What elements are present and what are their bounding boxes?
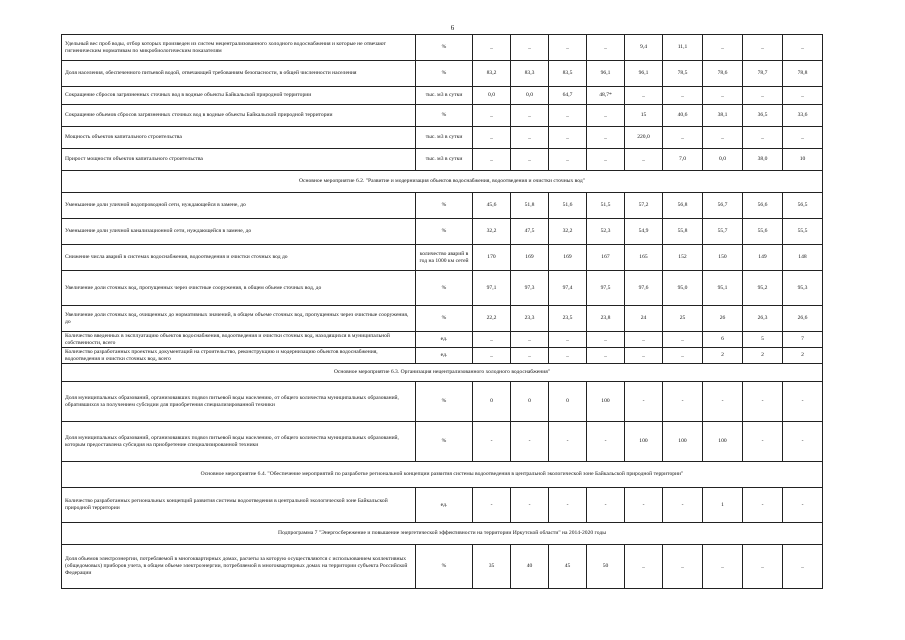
value-cell: 11,1	[663, 35, 703, 61]
unit-cell: %	[416, 382, 473, 422]
value-cell: 54,9	[625, 219, 663, 245]
value-cell: 97,3	[511, 271, 549, 306]
indicator-name: Снижение числа аварий в системах водоснабжения, водоотведения и очистки сточных вод до	[62, 245, 416, 271]
value-cell: 36,5	[743, 105, 783, 127]
value-cell: _	[625, 332, 663, 348]
value-cell: -	[587, 422, 625, 462]
value-cell: 167	[587, 245, 625, 271]
table-row	[62, 332, 823, 348]
value-cell: 169	[549, 245, 587, 271]
value-cell: -	[511, 422, 549, 462]
value-cell: 26	[703, 306, 743, 332]
value-cell: _	[663, 127, 703, 149]
value-cell: 32,2	[473, 219, 511, 245]
value-cell: 97,6	[625, 271, 663, 306]
value-cell: 56,6	[743, 193, 783, 219]
value-cell: -	[663, 382, 703, 422]
value-cell: _	[703, 35, 743, 61]
unit-cell: ед.	[416, 348, 473, 364]
value-cell: 51,6	[549, 193, 587, 219]
value-cell: 0,0	[473, 87, 511, 105]
indicators-table	[61, 34, 823, 589]
unit-cell: %	[416, 545, 473, 589]
value-cell: _	[625, 149, 663, 171]
value-cell: _	[587, 35, 625, 61]
value-cell: 95,3	[783, 271, 823, 306]
unit-cell: ед.	[416, 332, 473, 348]
value-cell: _	[587, 149, 625, 171]
value-cell: 1	[703, 488, 743, 523]
value-cell: 23,3	[511, 306, 549, 332]
value-cell: -	[783, 422, 823, 462]
value-cell: 148	[783, 245, 823, 271]
value-cell: _	[663, 87, 703, 105]
value-cell: _	[511, 149, 549, 171]
value-cell: 57,2	[625, 193, 663, 219]
value-cell: 83,2	[473, 61, 511, 87]
value-cell: 78,5	[663, 61, 703, 87]
value-cell: _	[587, 332, 625, 348]
indicator-name: Количество введенных в эксплуатацию объектов водоснабжения, водоотведения и очистки сточных вод, находящихся в муниципальной собственности, всего	[62, 332, 416, 348]
value-cell: 0,0	[703, 149, 743, 171]
table-row	[62, 35, 823, 61]
indicator-name: Уменьшение доли уличной канализационной сети, нуждающейся в замене, до	[62, 219, 416, 245]
value-cell: 38,1	[703, 105, 743, 127]
value-cell: 150	[703, 245, 743, 271]
value-cell: _	[703, 545, 743, 589]
value-cell: 25	[663, 306, 703, 332]
value-cell: 48,7*	[587, 87, 625, 105]
value-cell: 0	[473, 382, 511, 422]
unit-cell: количество аварий в год на 1000 км сетей	[416, 245, 473, 271]
value-cell: 45,6	[473, 193, 511, 219]
value-cell: _	[625, 87, 663, 105]
section-row	[62, 364, 823, 382]
unit-cell: ед.	[416, 488, 473, 523]
value-cell: 47,5	[511, 219, 549, 245]
value-cell: 26,3	[743, 306, 783, 332]
value-cell: 55,8	[663, 219, 703, 245]
value-cell: -	[511, 488, 549, 523]
section-title: Основное мероприятие 6.4. "Обеспечение мероприятий по разработке региональной концепции развития системы водоотведения в центральной экологической зоне Байкальской природной территории"	[62, 462, 823, 488]
value-cell: 83,3	[511, 61, 549, 87]
value-cell: _	[549, 348, 587, 364]
value-cell: _	[663, 332, 703, 348]
value-cell: 96,1	[625, 61, 663, 87]
table-row	[62, 422, 823, 462]
indicator-name: Доля муниципальных образований, организовавших подвоз питьевой воды населению, от общего количества муниципальных образований, обратившихся за получением субсидии для приобретения специализированной техники	[62, 382, 416, 422]
unit-cell: тыс. м3 в сутки	[416, 87, 473, 105]
value-cell: _	[587, 105, 625, 127]
value-cell: 83,5	[549, 61, 587, 87]
unit-cell: тыс. м3 в сутки	[416, 127, 473, 149]
value-cell: 96,1	[587, 61, 625, 87]
value-cell: 97,4	[549, 271, 587, 306]
value-cell: 220,0	[625, 127, 663, 149]
value-cell: 165	[625, 245, 663, 271]
value-cell: -	[663, 488, 703, 523]
indicator-name: Количество разработанных проектных документаций на строительство, реконструкцию и модернизацию объектов водоснабжения, водоотведения и очистки сточных вод, всего	[62, 348, 416, 364]
value-cell: 55,7	[703, 219, 743, 245]
value-cell: 45	[549, 545, 587, 589]
value-cell: _	[511, 332, 549, 348]
value-cell: _	[587, 127, 625, 149]
table-row	[62, 488, 823, 523]
value-cell: -	[473, 422, 511, 462]
value-cell: 95,0	[663, 271, 703, 306]
value-cell: 0,0	[511, 87, 549, 105]
value-cell: 100	[625, 422, 663, 462]
indicator-name: Доля населения, обеспеченного питьевой водой, отвечающей требованиям безопасности, в общей численности населения	[62, 61, 416, 87]
table-row	[62, 219, 823, 245]
value-cell: _	[511, 35, 549, 61]
unit-cell: %	[416, 219, 473, 245]
value-cell: _	[511, 348, 549, 364]
value-cell: -	[743, 382, 783, 422]
section-row	[62, 462, 823, 488]
value-cell: -	[549, 488, 587, 523]
value-cell: 32,2	[549, 219, 587, 245]
section-row	[62, 523, 823, 545]
value-cell: _	[743, 35, 783, 61]
value-cell: 10	[783, 149, 823, 171]
value-cell: 51,8	[511, 193, 549, 219]
value-cell: 64,7	[549, 87, 587, 105]
unit-cell: %	[416, 35, 473, 61]
value-cell: 52,3	[587, 219, 625, 245]
value-cell: -	[625, 382, 663, 422]
value-cell: _	[663, 545, 703, 589]
value-cell: 15	[625, 105, 663, 127]
table-row	[62, 348, 823, 364]
section-title: Подпрограмма 7 "Энергосбережение и повышение энергетической эффективности на территории Иркутской области" на 2014-2020 годы	[62, 523, 823, 545]
value-cell: _	[549, 332, 587, 348]
indicator-name: Увеличение доли сточных вод, пропущенных через очистные сооружения, в общем объеме сточных вод, до	[62, 271, 416, 306]
value-cell: 23,5	[549, 306, 587, 332]
table-row	[62, 149, 823, 171]
value-cell: _	[473, 127, 511, 149]
value-cell: _	[549, 127, 587, 149]
value-cell: 152	[663, 245, 703, 271]
value-cell: -	[587, 488, 625, 523]
value-cell: _	[473, 105, 511, 127]
value-cell: _	[625, 545, 663, 589]
value-cell: _	[549, 149, 587, 171]
table-row	[62, 87, 823, 105]
unit-cell: %	[416, 105, 473, 127]
value-cell: _	[549, 105, 587, 127]
value-cell: 0	[549, 382, 587, 422]
value-cell: 50	[587, 545, 625, 589]
value-cell: 100	[587, 382, 625, 422]
value-cell: 38,0	[743, 149, 783, 171]
value-cell: _	[473, 149, 511, 171]
unit-cell: %	[416, 271, 473, 306]
value-cell: 95,1	[703, 271, 743, 306]
value-cell: _	[743, 127, 783, 149]
value-cell: _	[703, 87, 743, 105]
value-cell: 26,6	[783, 306, 823, 332]
value-cell: 56,7	[703, 193, 743, 219]
value-cell: 56,5	[783, 193, 823, 219]
value-cell: 100	[703, 422, 743, 462]
unit-cell: тыс. м3 в сутки	[416, 149, 473, 171]
table-row	[62, 127, 823, 149]
value-cell: 51,5	[587, 193, 625, 219]
value-cell: 97,5	[587, 271, 625, 306]
indicator-name: Доля муниципальных образований, организовавших подвоз питьевой воды населению, от общего количества муниципальных образований, которым предоставлена субсидия на приобретение специализированной техники	[62, 422, 416, 462]
value-cell: _	[511, 105, 549, 127]
indicator-name: Уменьшение доли уличной водопроводной сети, нуждающейся в замене, до	[62, 193, 416, 219]
value-cell: _	[743, 545, 783, 589]
value-cell: 2	[703, 348, 743, 364]
value-cell: 23,8	[587, 306, 625, 332]
value-cell: 149	[743, 245, 783, 271]
value-cell: 40	[511, 545, 549, 589]
value-cell: 22,2	[473, 306, 511, 332]
value-cell: -	[743, 488, 783, 523]
table-row	[62, 545, 823, 589]
value-cell: 7,0	[663, 149, 703, 171]
value-cell: -	[703, 382, 743, 422]
table-row	[62, 193, 823, 219]
indicator-name: Доля объемов электроэнергии, потребляемой в многоквартирных домах, расчеты за которую осуществляются с использованием коллективных (общедомовых) приборов учета, в общем объеме электроэнергии, потребляемой в многоквартирных домах на территории субъекта Российской Федерации	[62, 545, 416, 589]
value-cell: 33,6	[783, 105, 823, 127]
value-cell: 24	[625, 306, 663, 332]
table-body	[62, 35, 823, 589]
unit-cell: %	[416, 193, 473, 219]
page-number: 6	[450, 24, 455, 32]
value-cell: -	[783, 488, 823, 523]
value-cell: _	[625, 348, 663, 364]
value-cell: -	[473, 488, 511, 523]
value-cell: 35	[473, 545, 511, 589]
value-cell: -	[549, 422, 587, 462]
section-title: Основное мероприятие 6.2. "Развитие и модернизация объектов водоснабжения, водоотведения и очистки сточных вод"	[62, 171, 823, 193]
value-cell: 55,6	[743, 219, 783, 245]
unit-cell: %	[416, 61, 473, 87]
value-cell: _	[783, 545, 823, 589]
indicator-name: Количество разработанных региональных концепций развития системы водоотведения в центральной экологической зоне Байкальской природной территории	[62, 488, 416, 523]
value-cell: _	[663, 348, 703, 364]
value-cell: _	[783, 35, 823, 61]
table-row	[62, 382, 823, 422]
indicator-name: Сокращение объемов сбросов загрязненных сточных вод в водные объекты Байкальской природной территории	[62, 105, 416, 127]
value-cell: 40,6	[663, 105, 703, 127]
value-cell: 56,8	[663, 193, 703, 219]
value-cell: _	[587, 348, 625, 364]
value-cell: 78,7	[743, 61, 783, 87]
value-cell: _	[511, 127, 549, 149]
indicator-name: Прирост мощности объектов капитального строительства	[62, 149, 416, 171]
table-row	[62, 61, 823, 87]
value-cell: -	[743, 422, 783, 462]
value-cell: 100	[663, 422, 703, 462]
table-row	[62, 271, 823, 306]
value-cell: _	[703, 127, 743, 149]
value-cell: 95,2	[743, 271, 783, 306]
value-cell: 55,5	[783, 219, 823, 245]
table-row	[62, 306, 823, 332]
value-cell: 97,1	[473, 271, 511, 306]
value-cell: 7	[783, 332, 823, 348]
table-row	[62, 245, 823, 271]
value-cell: _	[783, 87, 823, 105]
value-cell: _	[549, 35, 587, 61]
value-cell: _	[743, 87, 783, 105]
indicator-name: Удельный вес проб воды, отбор которых произведен из систем нецентрализованного холодного водоснабжения и которые не отвечают гигиеническим нормативам по микробиологическим показателям	[62, 35, 416, 61]
value-cell: 2	[743, 348, 783, 364]
value-cell: -	[783, 382, 823, 422]
value-cell: 78,6	[703, 61, 743, 87]
unit-cell: %	[416, 306, 473, 332]
value-cell: -	[625, 488, 663, 523]
value-cell: _	[473, 35, 511, 61]
value-cell: 170	[473, 245, 511, 271]
value-cell: 169	[511, 245, 549, 271]
value-cell: 6	[703, 332, 743, 348]
value-cell: 2	[783, 348, 823, 364]
value-cell: _	[783, 127, 823, 149]
section-title: Основное мероприятие 6.3. Организация нецентрализованного холодного водоснабжения"	[62, 364, 823, 382]
value-cell: _	[473, 332, 511, 348]
value-cell: 5	[743, 332, 783, 348]
table-row	[62, 105, 823, 127]
value-cell: 9,4	[625, 35, 663, 61]
indicator-name: Увеличение доли сточных вод, очищенных до нормативных значений, в общем объеме сточных вод, пропущенных через очистные сооружения, до	[62, 306, 416, 332]
section-row	[62, 171, 823, 193]
value-cell: 78,8	[783, 61, 823, 87]
value-cell: _	[473, 348, 511, 364]
unit-cell: %	[416, 422, 473, 462]
indicator-name: Сокращение сбросов загрязненных сточных вод в водные объекты Байкальской природной территории	[62, 87, 416, 105]
indicator-name: Мощность объектов капитального строительства	[62, 127, 416, 149]
value-cell: 0	[511, 382, 549, 422]
